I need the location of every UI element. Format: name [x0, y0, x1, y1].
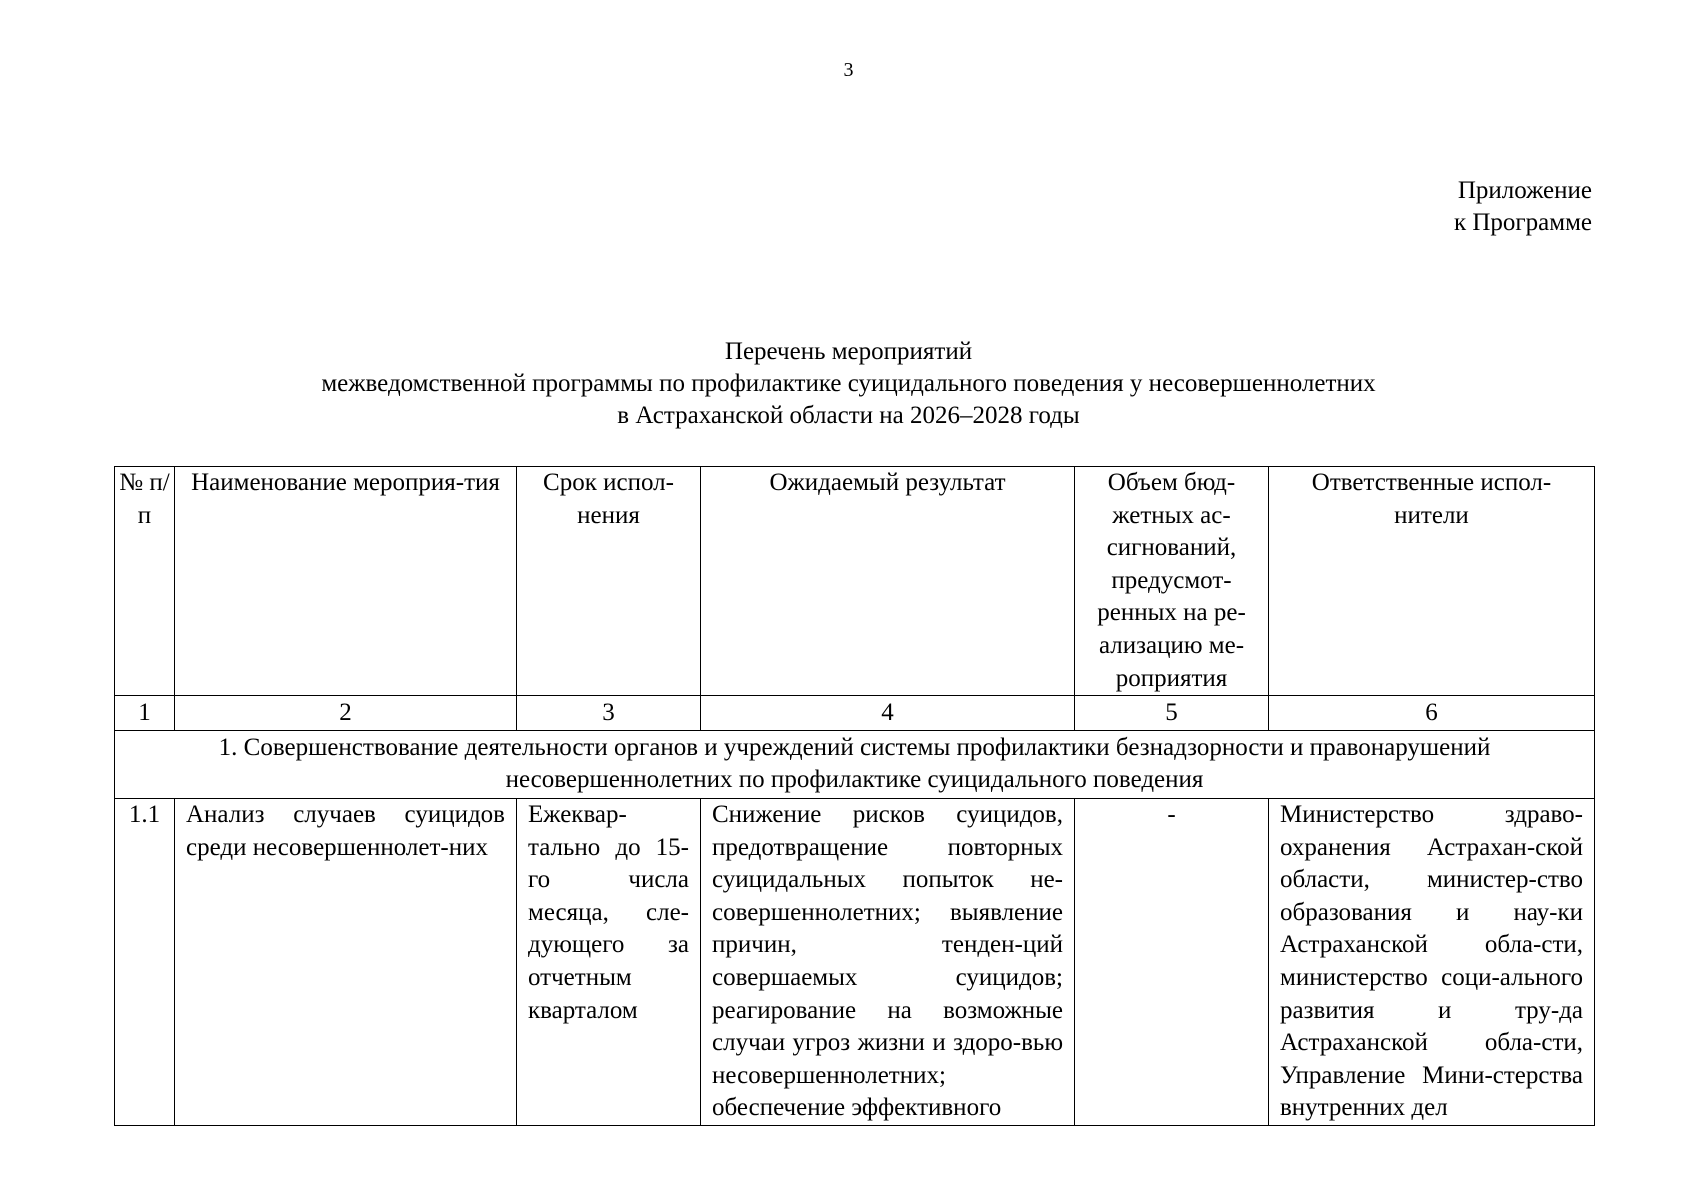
header-cell-number: № п/п: [115, 467, 175, 696]
header-cell-result: Ожидаемый результат: [701, 467, 1075, 696]
column-number: 2: [175, 696, 517, 731]
column-number-row: [115, 696, 1595, 731]
header-cell-budget: Объем бюд-жетных ас-сигнований, предусмот-ренных на ре-ализацию ме-роприятия: [1075, 467, 1269, 696]
header-cell-name: Наименование мероприя-тия: [175, 467, 517, 696]
title-line-1: Перечень мероприятий: [724, 338, 973, 365]
header-cell-responsible: Ответственные испол-нители: [1269, 467, 1595, 696]
events-table: [114, 466, 1595, 1126]
column-number: 3: [517, 696, 701, 731]
column-number: 5: [1075, 696, 1269, 731]
title-line-2: межведомственной программы по профилактике суицидального поведения у несовершеннолетних: [321, 370, 1376, 397]
section-heading: 1. Совершенствование деятельности органов и учреждений системы профилактики безнадзорности и правонарушений несовершеннолетних по профилактике суицидального поведения: [115, 730, 1595, 798]
appendix-label: [1454, 175, 1592, 239]
event-term: Ежеквар-тально до 15-го числа месяца, сле-дующего за отчетным кварталом: [517, 798, 701, 1125]
column-number: 6: [1269, 696, 1595, 731]
section-heading-row: [115, 730, 1595, 798]
event-budget: -: [1075, 798, 1269, 1125]
row-number: 1.1: [115, 798, 175, 1125]
table-header-row: [115, 467, 1595, 696]
page-number: 3: [843, 59, 854, 81]
document-title: [0, 336, 1697, 432]
event-name: Анализ случаев суицидов среди несовершеннолет-них: [175, 798, 517, 1125]
event-result: Снижение рисков суицидов, предотвращение повторных суицидальных попыток не-совершеннолетних; выявление причин, тенден-ций совершаемых суицидов; реагирование на возможные случаи угроз жизни и здоро-вью несовершеннолетних; обеспечение эффективного: [701, 798, 1075, 1125]
column-number: 1: [115, 696, 175, 731]
column-number: 4: [701, 696, 1075, 731]
header-cell-term: Срок испол-нения: [517, 467, 701, 696]
title-line-3: в Астраханской области на 2026–2028 годы: [617, 402, 1080, 429]
appendix-line-1: Приложение: [1457, 177, 1592, 204]
appendix-line-2: к Программе: [1453, 209, 1592, 236]
event-responsible: Министерство здраво-охранения Астрахан-ской области, министер-ство образования и нау-ки Астраханской обла-сти, министерство соци-ального развития и тру-да Астраханской обла-сти, Управление Мини-стерства внутренних дел: [1269, 798, 1595, 1125]
table-row: [115, 798, 1595, 1125]
